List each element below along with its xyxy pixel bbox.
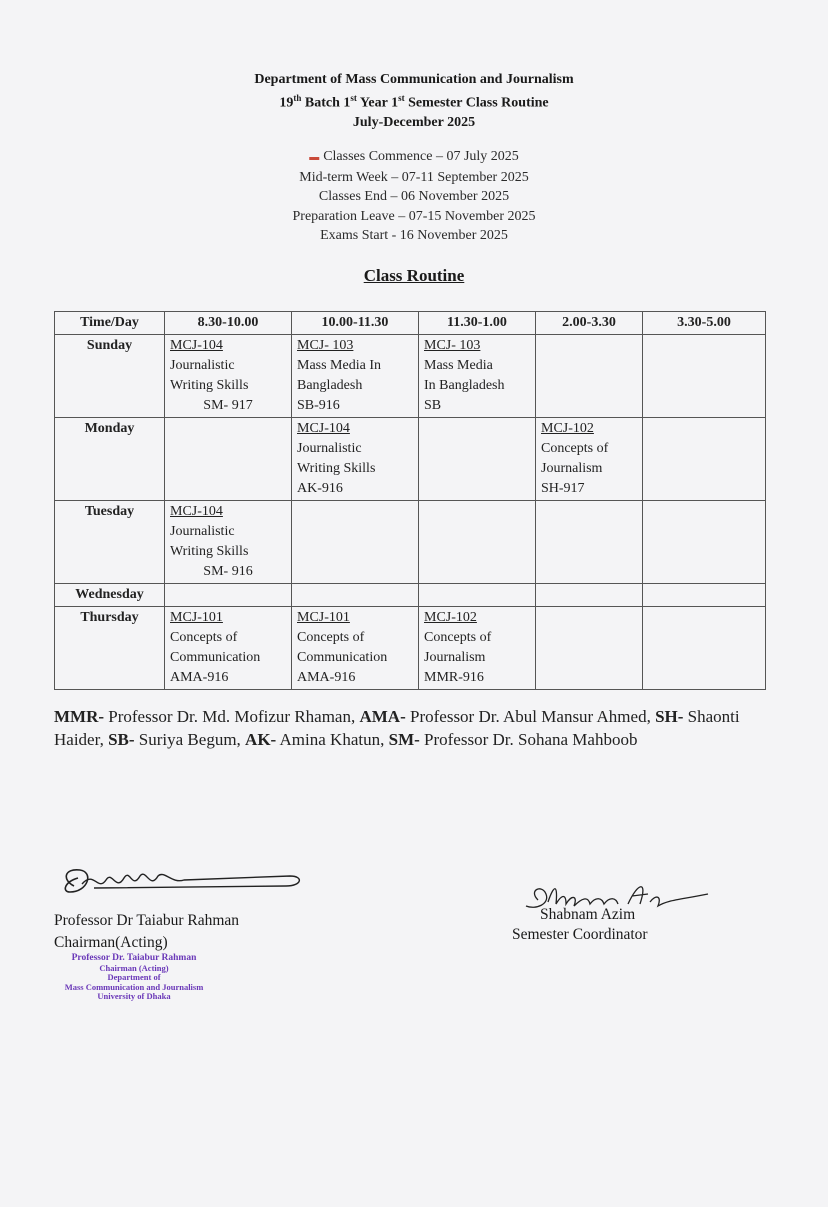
course-detail: MMR-916 [424, 670, 484, 685]
instructor-abbr: SH- [655, 707, 684, 726]
course-detail: SB [424, 398, 442, 413]
column-header: 2.00-3.30 [536, 312, 643, 335]
course-detail: Journalistic [170, 358, 235, 373]
course-detail: Writing Skills [170, 544, 249, 559]
instructor-name: Professor Dr. Abul Mansur Ahmed, [405, 707, 656, 726]
course-detail: Writing Skills [297, 461, 376, 476]
course-detail: Journalistic [170, 524, 235, 539]
instructor-legend [54, 705, 774, 751]
course-code: MCJ-104 [297, 421, 350, 436]
day-label: Sunday [55, 335, 165, 418]
instructor-name: Shaonti Haider, [54, 707, 740, 749]
chairman-signature-block [54, 862, 314, 1002]
course-code: MCJ- 103 [424, 338, 481, 353]
routine-cell [165, 607, 292, 690]
course-detail: Writing Skills [170, 378, 249, 393]
day-label: Thursday [55, 607, 165, 690]
course-code: MCJ-104 [170, 504, 223, 519]
coordinator-name: Shabnam Azim [540, 906, 636, 923]
date-line: Preparation Leave – 07-15 November 2025 [292, 208, 536, 224]
chairman-stamp [54, 954, 214, 1002]
day-label: Tuesday [55, 501, 165, 584]
routine-cell [419, 501, 536, 584]
column-header: 11.30-1.00 [419, 312, 536, 335]
course-detail: SM- 917 [203, 398, 253, 413]
instructor-name: Professor Dr. Sohana Mahboob [419, 730, 638, 749]
routine-cell [643, 335, 766, 418]
stamp-line: Chairman (Acting) [99, 962, 169, 973]
course-detail: In Bangladesh [424, 378, 505, 393]
course-code: MCJ-104 [170, 338, 223, 353]
course-detail: SB-916 [297, 398, 340, 413]
column-header: Time/Day [55, 312, 165, 335]
routine-cell [165, 418, 292, 501]
routine-cell [419, 418, 536, 501]
routine-cell [419, 335, 536, 418]
routine-cell [643, 607, 766, 690]
course-detail: Journalism [424, 650, 486, 665]
chairman-role: Chairman(Acting) [54, 934, 168, 951]
date-line: ▬ Classes Commence – 07 July 2025 [309, 149, 519, 164]
routine-cell [292, 335, 419, 418]
routine-cell [419, 584, 536, 607]
routine-cell [292, 584, 419, 607]
coordinator-role: Semester Coordinator [512, 926, 648, 943]
instructor-abbr: AMA- [359, 707, 406, 726]
course-detail: Journalism [541, 461, 603, 476]
routine-cell [536, 335, 643, 418]
routine-cell [292, 501, 419, 584]
important-dates [0, 147, 828, 246]
stamp-line: University of Dhaka [97, 991, 171, 1001]
routine-cell [165, 335, 292, 418]
routine-cell [165, 584, 292, 607]
table-row [55, 501, 766, 584]
table-row [55, 418, 766, 501]
instructor-abbr: SB- [108, 730, 135, 749]
stamp-line: Professor Dr. Taiabur Rahman [71, 953, 197, 963]
column-header: 10.00-11.30 [292, 312, 419, 335]
course-detail: SM- 916 [203, 564, 253, 579]
day-label: Wednesday [55, 584, 165, 607]
routine-cell [643, 418, 766, 501]
course-code: MCJ-102 [424, 610, 477, 625]
course-detail: Communication [297, 650, 388, 665]
course-detail: AMA-916 [297, 670, 356, 685]
course-detail: Journalistic [297, 441, 362, 456]
batch-title: 19th Batch 1st Year 1st Semester Class Routine [279, 93, 549, 111]
column-header: 8.30-10.00 [165, 312, 292, 335]
table-row [55, 584, 766, 607]
routine-cell [536, 607, 643, 690]
course-detail: Concepts of [297, 630, 365, 645]
course-detail: AK-916 [297, 481, 343, 496]
instructor-name: Suriya Begum, [134, 730, 246, 749]
course-code: MCJ-101 [170, 610, 223, 625]
table-row [55, 335, 766, 418]
instructor-name: Professor Dr. Md. Mofizur Rhaman, [104, 707, 360, 726]
routine-cell [165, 501, 292, 584]
course-detail: Concepts of [541, 441, 609, 456]
routine-cell [643, 584, 766, 607]
day-label: Monday [55, 418, 165, 501]
course-detail: AMA-916 [170, 670, 229, 685]
bullet-mark: ▬ [309, 152, 320, 163]
date-line: Mid-term Week – 07-11 September 2025 [299, 169, 529, 185]
instructor-name: Amina Khatun, [276, 730, 389, 749]
course-detail: Concepts of [424, 630, 492, 645]
course-detail: Mass Media [424, 358, 493, 373]
term-title: July-December 2025 [352, 114, 476, 130]
course-detail: Bangladesh [297, 378, 363, 393]
stamp-line: Department of [107, 972, 161, 982]
routine-cell [536, 501, 643, 584]
instructor-abbr: MMR- [54, 707, 105, 726]
chairman-name: Professor Dr Taiabur Rahman [54, 912, 240, 929]
instructor-abbr: SM- [388, 730, 420, 749]
routine-cell [419, 607, 536, 690]
course-code: MCJ-101 [297, 610, 350, 625]
date-line: Exams Start - 16 November 2025 [320, 228, 508, 243]
course-detail: SH-917 [541, 481, 585, 496]
table-header-row [55, 312, 766, 335]
department-title: Department of Mass Communication and Journalism [254, 72, 574, 87]
routine-cell [292, 418, 419, 501]
course-detail: Communication [170, 650, 261, 665]
course-code: MCJ- 103 [297, 338, 354, 353]
coordinator-signature-block [508, 880, 748, 946]
routine-title: Class Routine [363, 266, 465, 285]
date-line: Classes End – 06 November 2025 [318, 189, 510, 204]
stamp-line: Mass Communication and Journalism [64, 981, 204, 992]
routine-cell [536, 418, 643, 501]
course-detail: Mass Media In [297, 358, 381, 373]
routine-cell [292, 607, 419, 690]
column-header: 3.30-5.00 [643, 312, 766, 335]
class-routine-table [54, 311, 766, 690]
course-code: MCJ-102 [541, 421, 594, 436]
instructor-abbr: AK- [245, 730, 277, 749]
routine-cell [643, 501, 766, 584]
routine-cell [536, 584, 643, 607]
chairman-signature [54, 862, 314, 902]
course-detail: Concepts of [170, 630, 238, 645]
table-row [55, 607, 766, 690]
document-header [0, 70, 828, 132]
